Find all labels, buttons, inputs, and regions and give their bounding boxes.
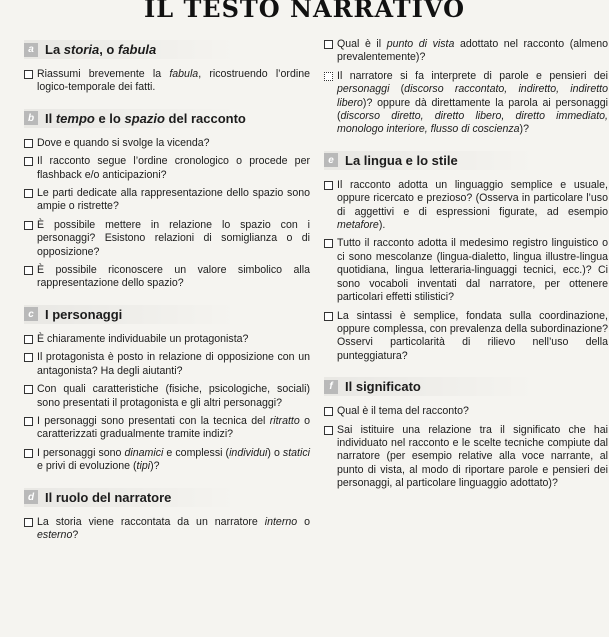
checkbox-square-icon xyxy=(324,312,333,321)
section-letter-icon: d xyxy=(24,490,38,504)
question-item xyxy=(24,351,310,378)
question-text xyxy=(37,68,310,93)
italic-term: discorso raccontato, indiretto, indiretto libero xyxy=(337,83,608,109)
text-segment: I personaggi sono presentati con la tecnica del xyxy=(37,414,270,427)
text-segment: )? xyxy=(519,123,529,136)
checkbox-square-icon xyxy=(24,518,33,527)
italic-term: tempo xyxy=(55,110,95,126)
text-segment: Il protagonista è posto in relazione di opposizione con un antagonista? Ha degli aiutanti? xyxy=(37,351,310,377)
question-item xyxy=(24,264,310,291)
question-text xyxy=(337,424,608,490)
section-narratore xyxy=(24,488,310,543)
question-item xyxy=(324,38,608,65)
section-heading-text xyxy=(45,111,246,126)
question-text xyxy=(337,310,608,362)
question-text xyxy=(337,237,608,303)
italic-term: tipi xyxy=(136,460,151,473)
section-heading xyxy=(24,40,310,59)
section-heading-text xyxy=(345,379,421,394)
italic-term: punto di vista xyxy=(386,38,455,50)
italic-term: spazio xyxy=(124,110,165,126)
question-text xyxy=(37,351,310,376)
text-segment: La lingua e lo stile xyxy=(345,152,458,168)
text-segment: )? oppure dà direttamente la parola ai personaggi ( xyxy=(337,96,608,123)
checkbox-square-icon xyxy=(24,335,33,344)
italic-term: personaggi xyxy=(337,83,390,96)
checkbox-square-icon xyxy=(24,449,33,458)
checkbox-square-icon xyxy=(324,426,333,435)
text-segment: Il ruolo del narratore xyxy=(45,489,172,505)
italic-term: storia xyxy=(63,42,100,57)
text-segment: del racconto xyxy=(164,110,246,126)
checkbox-square-icon xyxy=(24,266,33,275)
text-segment: Il xyxy=(45,110,56,126)
question-text xyxy=(37,383,310,408)
section-heading xyxy=(24,488,310,507)
text-segment: ? xyxy=(72,528,79,541)
text-segment: Il significato xyxy=(345,379,421,395)
text-segment: Dove e quando si svolge la vicenda? xyxy=(37,136,210,149)
question-item xyxy=(324,405,608,418)
text-segment: Qual è il xyxy=(337,38,387,50)
question-text xyxy=(337,179,608,231)
text-segment: Il racconto adotta un linguaggio semplice e usuale, oppure ricercato e prezioso? (Osserva in particolare l’uso di aggettivi e di espressioni figurate, ad esempio xyxy=(337,178,608,218)
checkbox-square-icon xyxy=(24,139,33,148)
question-item xyxy=(24,219,310,259)
question-item xyxy=(24,68,310,95)
section-letter-icon: b xyxy=(24,111,38,125)
section-letter-icon: f xyxy=(324,380,338,394)
question-item xyxy=(24,187,310,214)
text-segment: La sintassi è semplice, fondata sulla coordinazione, oppure complessa, con prevalenza della subordinazione? Osservi particolarità di rilievo nell’uso della punteggiatura? xyxy=(337,309,608,362)
section-letter-icon: c xyxy=(24,307,38,321)
text-segment: I personaggi sono xyxy=(37,446,125,459)
checkbox-square-icon xyxy=(324,181,333,190)
checkbox-square-icon xyxy=(324,40,333,49)
question-text xyxy=(37,415,310,440)
text-segment: e complessi ( xyxy=(163,446,230,459)
question-item xyxy=(24,155,310,182)
section-lingua-stile xyxy=(324,151,608,363)
text-segment: La storia viene raccontata da un narratore xyxy=(37,515,265,528)
question-text xyxy=(37,447,310,472)
checkbox-square-icon xyxy=(24,157,33,166)
italic-term: ritratto xyxy=(269,414,300,427)
section-letter-icon: e xyxy=(324,153,338,167)
text-segment: Il narratore si fa interprete di parole e pensieri dei xyxy=(337,69,608,82)
section-storia xyxy=(24,40,310,95)
section-heading-text xyxy=(345,153,458,168)
question-text xyxy=(37,333,248,345)
text-segment: e lo xyxy=(94,110,125,126)
question-item xyxy=(324,70,608,137)
question-text xyxy=(337,405,469,417)
section-heading-text xyxy=(45,490,171,505)
question-text xyxy=(37,137,210,149)
section-heading xyxy=(324,377,608,396)
text-segment: Sai istituire una relazione tra il significato che hai individuato nel racconto e le scelte tecniche compiute dal narratore (per esempio relative alla voce narrante, al punto di vista, al modo di riportare parole e pensieri dei personaggi, al particolare linguaggio adottato)? xyxy=(337,423,608,490)
checkbox-square-icon xyxy=(24,353,33,362)
checkbox-square-icon xyxy=(24,417,33,426)
question-text xyxy=(37,264,310,289)
checkbox-square-icon xyxy=(24,189,33,198)
text-segment: , ricostruendo l’ordine logico-temporale dei fatti. xyxy=(37,68,310,94)
italic-term: discorso diretto, diretto libero, diretto immediato, monologo interiore, flusso di coscienza xyxy=(337,110,608,136)
italic-term: dinamici xyxy=(124,446,164,459)
question-item xyxy=(324,424,608,491)
text-segment: Le parti dedicate alla rappresentazione dello spazio sono ampie o ristrette? xyxy=(37,187,310,213)
section-heading xyxy=(324,151,608,170)
checkbox-square-icon xyxy=(24,70,33,79)
text-segment: ( xyxy=(389,83,405,96)
checkbox-square-icon xyxy=(24,221,33,230)
text-segment: È possibile mettere in relazione lo spazio con i personaggi? Esistono relazioni di somiglianza o di opposizione? xyxy=(37,218,310,258)
italic-term: statici xyxy=(282,446,310,459)
section-heading xyxy=(24,305,310,324)
question-item xyxy=(24,447,310,474)
section-tempo-spazio xyxy=(24,109,310,291)
text-segment: o caratterizzati gradualmente tramite indizi? xyxy=(37,414,310,441)
italic-term: esterno xyxy=(37,528,73,541)
text-segment: Il racconto segue l’ordine cronologico o procede per flashback e/o anticipazioni? xyxy=(37,155,310,181)
text-segment: È possibile riconoscere un valore simbolico alla rappresentazione dello spazio? xyxy=(37,264,310,290)
text-segment: o xyxy=(297,515,310,528)
text-segment: Tutto il racconto adotta il medesimo registro linguistico o ci sono mescolanze (lingua-dialetto, lingua illustre-lingua quotidiana, lingua letteraria-linguaggi tecnici, ecc.)? Ci sono vocaboli inventati dal narratore, per ottenere particolari effetti stilistici? xyxy=(337,237,608,304)
question-text xyxy=(37,155,310,180)
question-item xyxy=(24,137,310,150)
text-segment: La xyxy=(45,42,64,57)
right-column xyxy=(324,38,608,505)
italic-term: fabula xyxy=(169,68,199,80)
checkbox-square-icon xyxy=(324,72,333,81)
question-item xyxy=(24,383,310,410)
question-text xyxy=(37,516,310,541)
text-segment: I personaggi xyxy=(45,306,123,322)
question-text xyxy=(37,219,310,258)
text-segment: e privi di evoluzione ( xyxy=(37,460,137,473)
section-heading-text xyxy=(45,42,156,57)
question-item xyxy=(24,516,310,543)
text-segment: ) o xyxy=(267,446,283,459)
italic-term: fabula xyxy=(117,42,157,57)
question-text xyxy=(337,70,608,136)
question-text xyxy=(37,187,310,212)
text-segment: Con quali caratteristiche (fisiche, psicologiche, sociali) sono presentati il protagonista e gli altri personaggi? xyxy=(37,383,310,409)
question-item xyxy=(24,333,310,346)
question-text xyxy=(337,38,608,63)
text-segment: )? xyxy=(150,460,160,473)
text-segment: È chiaramente individuabile un protagonista? xyxy=(37,332,249,345)
section-personaggi xyxy=(24,305,310,474)
text-segment: Riassumi brevemente la xyxy=(37,68,170,80)
italic-term: individui xyxy=(229,446,268,459)
left-column xyxy=(24,38,310,556)
page-title: IL TESTO NARRATIVO xyxy=(143,0,465,23)
checkbox-square-icon xyxy=(324,239,333,248)
italic-term: interno xyxy=(264,515,298,528)
question-item xyxy=(324,237,608,304)
question-item xyxy=(324,179,608,233)
section-heading-text xyxy=(45,307,122,322)
section-significato xyxy=(324,377,608,490)
text-segment: Qual è il tema del racconto? xyxy=(337,405,469,418)
italic-term: metafore xyxy=(337,219,379,232)
section-letter-icon: a xyxy=(24,43,38,57)
section-heading xyxy=(24,109,310,128)
text-segment: , o xyxy=(99,42,118,57)
text-segment: adottato nel racconto (almeno prevalentemente)? xyxy=(337,38,608,64)
question-item xyxy=(324,310,608,364)
question-item xyxy=(24,415,310,442)
text-segment: ). xyxy=(378,219,386,232)
section-narratore-continued xyxy=(324,38,608,137)
checkbox-square-icon xyxy=(324,407,333,416)
checkbox-square-icon xyxy=(24,385,33,394)
